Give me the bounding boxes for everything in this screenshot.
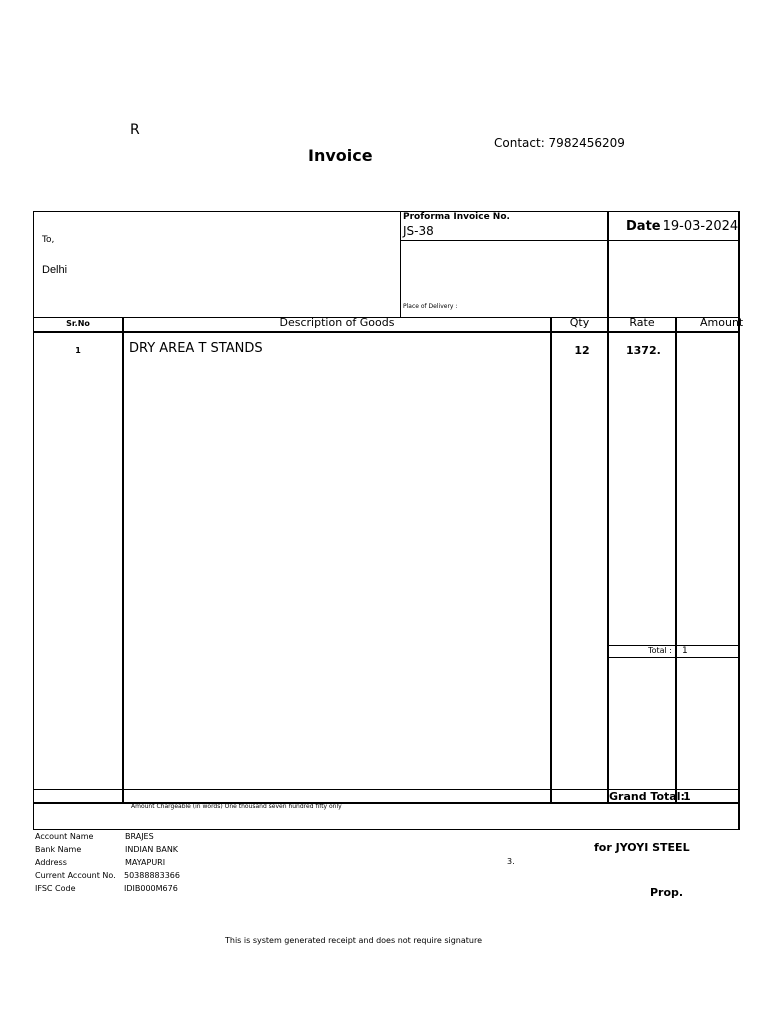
bank-value-bank-name: INDIAN BANK	[125, 845, 179, 854]
row-srno: 1	[75, 346, 81, 355]
invoice-title: Invoice	[308, 146, 373, 165]
buyer-city: Delhi	[42, 264, 68, 276]
logo-letter: R	[130, 122, 140, 138]
prop-label: Prop.	[650, 886, 684, 899]
total-label: Total :	[648, 646, 672, 655]
frame-left	[33, 211, 34, 830]
date-label: Date	[626, 219, 661, 234]
divider-meta-date	[607, 211, 609, 317]
bank-value-account-name: BRAJES	[125, 832, 154, 841]
stray-text: 3.	[507, 857, 515, 866]
row-rate: 1372.	[626, 344, 661, 357]
header-rate: Rate	[629, 316, 655, 329]
header-qty: Qty	[569, 316, 590, 329]
frame-top	[33, 211, 740, 212]
header-amount: Amount	[700, 316, 744, 329]
bank-label-bank-name: Bank Name	[35, 845, 82, 854]
bank-label-account-no: Current Account No.	[35, 871, 116, 880]
place-of-delivery-label: Place of Delivery :	[403, 303, 458, 310]
col-line-srno	[122, 317, 124, 803]
for-company: for JYOYI STEEL	[594, 841, 690, 854]
frame-bottom	[33, 829, 740, 830]
divider-proforma	[400, 240, 740, 241]
bank-value-ifsc: IDIB000M676	[124, 884, 178, 893]
col-line-rate	[675, 317, 677, 803]
bank-value-account-no: 50388883366	[124, 871, 180, 880]
contact-number: Contact: 7982456209	[494, 136, 625, 150]
proforma-number: JS-38	[403, 224, 434, 238]
row-description: DRY AREA T STANDS	[129, 341, 263, 356]
proforma-label: Proforma Invoice No.	[403, 212, 510, 222]
grand-total-value: 1	[683, 790, 691, 803]
bank-label-ifsc: IFSC Code	[35, 884, 76, 893]
table-header-line	[33, 331, 740, 333]
divider-buyer-meta	[400, 211, 401, 317]
header-srno: Sr.No	[66, 319, 90, 328]
bank-label-account-name: Account Name	[35, 832, 94, 841]
amount-in-words: Amount Chargeable (in words) One thousand seven hundred fifty only	[131, 803, 342, 810]
col-line-desc	[550, 317, 552, 803]
total-bottom-line	[607, 657, 740, 658]
to-label: To,	[42, 235, 55, 245]
row-qty: 12	[574, 344, 590, 357]
bank-value-address: MAYAPURI	[125, 858, 166, 867]
date-value: 19-03-2024	[662, 219, 739, 234]
header-description: Description of Goods	[279, 316, 395, 329]
date-block	[626, 219, 738, 234]
bank-label-address: Address	[35, 858, 67, 867]
footer-note: This is system generated receipt and does not require signature	[225, 936, 482, 945]
col-line-qty	[607, 317, 609, 803]
frame-right	[738, 211, 740, 830]
total-value: 1	[682, 646, 688, 656]
grand-total-label: Grand Total:	[609, 790, 685, 803]
